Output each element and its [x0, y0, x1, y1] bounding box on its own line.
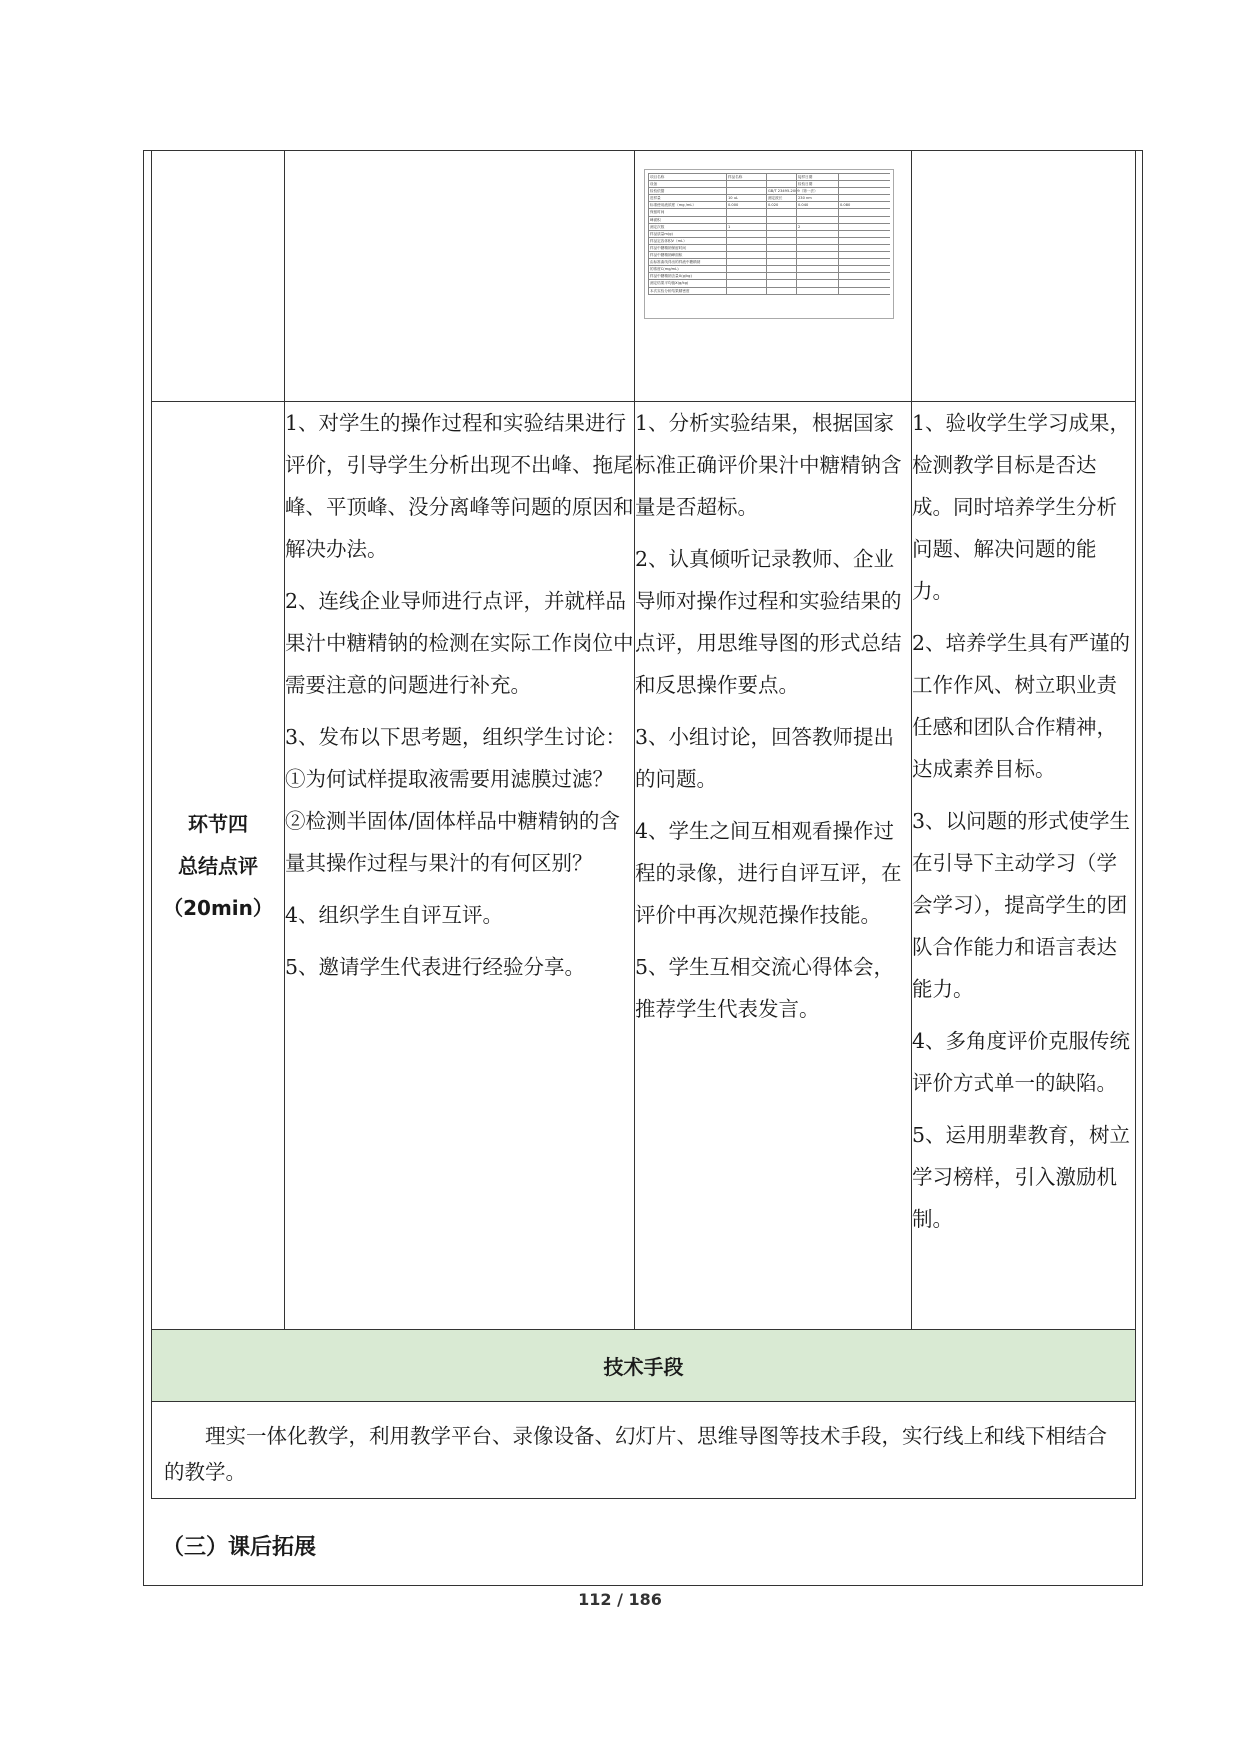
record-form-cell	[766, 238, 796, 244]
teacher-question: ①为何试样提取液需要用滤膜过滤？	[285, 767, 613, 791]
record-form-cell: 0.000	[726, 202, 766, 208]
teacher-activity: 1、对学生的操作过程和实验结果进行评价，引导学生分析出现不出峰、拖尾峰、平顶峰、没分离峰等问题的原因和解决办法。	[285, 411, 634, 561]
record-form-cell	[766, 224, 796, 230]
design-intent: 5、运用朋辈教育，树立学习榜样，引入激励机制。	[912, 1123, 1131, 1231]
record-form-cell	[796, 238, 838, 244]
record-form-row	[648, 280, 890, 287]
student-activity: 5、学生互相交流心得体会，推荐学生代表发言。	[635, 955, 895, 1021]
table-row-tech-header	[152, 1330, 1136, 1402]
page-number: 112 / 186	[578, 1590, 662, 1609]
record-form-cell	[766, 217, 796, 223]
design-intent: 1、验收学生学习成果，检测教学目标是否达成。同时培养学生分析问题、解决问题的能力。	[912, 411, 1131, 603]
record-form-row	[648, 259, 890, 266]
tech-description: 理实一体化教学，利用教学平台、录像设备、幻灯片、思维导图等技术手段，实行线上和线下相结合的教学。	[152, 1402, 1136, 1499]
record-form-cell	[726, 259, 766, 265]
record-form-cell	[838, 224, 890, 230]
record-form-row	[648, 238, 890, 245]
record-form-cell: 标准使用液浓度（mg /mL）	[648, 202, 726, 208]
record-form-cell	[838, 252, 890, 258]
record-form-cell	[726, 245, 766, 251]
stage-duration: （20min）	[163, 895, 273, 920]
record-form-cell	[838, 238, 890, 244]
lesson-plan-table	[151, 150, 1136, 1499]
record-form-cell	[838, 188, 890, 194]
record-form-cell	[766, 273, 796, 279]
student-activities-cell	[635, 402, 912, 1330]
record-form-cell: 样品中糖精钠峰面积	[648, 252, 726, 258]
record-form-cell: 项目名称	[648, 174, 726, 180]
table-row-tech-content	[152, 1402, 1136, 1499]
record-form-cell: 检验日期	[796, 181, 838, 187]
stage-name: 环节四	[188, 811, 248, 836]
record-form-cell: 进样量	[648, 195, 726, 201]
table-cell-empty	[912, 151, 1136, 402]
record-form-cell	[796, 188, 838, 194]
record-form-cell: 由标准曲线得出的样液中糖精钠	[648, 259, 726, 265]
record-form-image	[644, 169, 894, 319]
student-activity: 1、分析实验结果，根据国家标准正确评价果汁中糖精钠含量是否超标。	[635, 411, 902, 519]
record-form-cell: GB/T 23495-2009（第一法）	[768, 189, 818, 194]
record-form-cell	[766, 266, 796, 272]
record-form-cell	[838, 266, 890, 272]
record-form-cell: 检验依据	[648, 188, 726, 194]
record-form-cell	[796, 245, 838, 251]
record-form-cell: 保留时间	[648, 209, 726, 215]
teacher-question: ②检测半固体/固体样品中糖精钠的含量其操作过程与果汁的有何区别？	[285, 809, 620, 875]
record-form-cell: 样品质量m(g)	[648, 231, 726, 237]
design-intent-cell	[912, 402, 1136, 1330]
record-form-cell	[796, 231, 838, 237]
table-row-stage-four	[152, 402, 1136, 1330]
record-form-cell: 的浓度C(mg/mL)	[648, 266, 726, 272]
record-form-cell	[726, 231, 766, 237]
section-heading: （三）课后拓展	[162, 1535, 317, 1560]
record-form-cell	[766, 288, 796, 294]
teacher-activity: 3、发布以下思考题，组织学生讨论：	[285, 725, 627, 749]
record-form-row	[648, 209, 890, 216]
record-form-row	[648, 245, 890, 252]
stage-title: 总结点评	[178, 853, 258, 878]
record-form-row	[648, 217, 890, 224]
record-form-cell	[766, 181, 796, 187]
record-form-row	[648, 288, 890, 295]
record-form-cell	[796, 252, 838, 258]
record-form-cell: 样品定容体积V（mL）	[648, 238, 726, 244]
record-form-cell: 2	[796, 224, 838, 230]
record-form-row	[648, 188, 890, 195]
record-form-cell	[796, 288, 838, 294]
record-form-cell: 测定波长	[766, 195, 796, 201]
record-form-cell	[796, 266, 838, 272]
record-form-cell	[726, 181, 766, 187]
teacher-activities-cell	[285, 402, 635, 1330]
record-form-row	[648, 181, 890, 188]
record-form-cell	[726, 238, 766, 244]
teacher-activity: 5、邀请学生代表进行经验分享。	[285, 955, 586, 979]
record-form-cell	[796, 280, 838, 286]
record-form-row	[648, 202, 890, 209]
record-form-cell	[796, 209, 838, 215]
record-form-row	[648, 252, 890, 259]
record-form-row	[648, 224, 890, 231]
record-form-cell	[766, 209, 796, 215]
record-form-cell	[796, 273, 838, 279]
record-form-cell	[766, 174, 796, 180]
record-form-cell: 0.040	[796, 202, 838, 208]
record-form-grid	[648, 173, 890, 295]
table-cell-empty	[285, 151, 635, 402]
record-form-cell: 设备	[648, 181, 726, 187]
record-form-cell	[838, 174, 890, 180]
design-intent: 4、多角度评价克服传统评价方式单一的缺陷。	[912, 1029, 1131, 1095]
student-activity: 3、小组讨论，回答教师提出的问题。	[635, 725, 895, 791]
record-form-cell: 10 uL	[726, 195, 766, 201]
record-form-cell: 230 nm	[796, 195, 838, 201]
record-form-cell	[726, 209, 766, 215]
record-form-cell	[838, 181, 890, 187]
record-form-cell	[766, 231, 796, 237]
record-form-cell: 0.080	[838, 202, 890, 208]
record-form-cell	[766, 252, 796, 258]
record-form-row	[648, 273, 890, 280]
record-form-row	[648, 174, 890, 181]
tech-header: 技术手段	[152, 1330, 1136, 1402]
stage-label-cell	[152, 402, 285, 1330]
record-form-cell	[796, 259, 838, 265]
record-form-cell: 1	[726, 224, 766, 230]
record-form-cell	[838, 273, 890, 279]
record-form-cell	[726, 252, 766, 258]
record-form-row	[648, 231, 890, 238]
record-form-cell: 样品中糖精钠含量X(g/kg)	[648, 273, 726, 279]
record-form-cell	[838, 195, 890, 201]
record-form-cell	[766, 245, 796, 251]
record-form-cell: 接样日期	[796, 174, 838, 180]
record-form-cell	[766, 280, 796, 286]
record-form-cell	[838, 288, 890, 294]
student-activity: 2、认真倾听记录教师、企业导师对操作过程和实验结果的点评，用思维导图的形式总结和反思操作要点。	[635, 547, 902, 697]
record-form-row	[648, 195, 890, 202]
record-form-row	[648, 266, 890, 273]
record-form-cell	[726, 280, 766, 286]
record-form-cell: 峰面积	[648, 217, 726, 223]
record-form-cell: 测定结果平均值X(g/kg)	[648, 280, 726, 286]
record-form-cell: 测定次数	[648, 224, 726, 230]
record-form-cell	[838, 217, 890, 223]
record-form-cell	[838, 209, 890, 215]
record-form-cell	[838, 259, 890, 265]
record-form-cell	[766, 259, 796, 265]
record-form-cell	[796, 217, 838, 223]
record-form-cell	[726, 288, 766, 294]
record-form-cell	[726, 188, 766, 194]
table-cell-empty	[152, 151, 285, 402]
record-form-cell	[838, 245, 890, 251]
student-activity: 4、学生之间互相观看操作过程的录像，进行自评互评，在评价中再次规范操作技能。	[635, 819, 902, 927]
teacher-activity: 4、组织学生自评互评。	[285, 903, 504, 927]
record-form-cell	[726, 273, 766, 279]
design-intent: 2、培养学生具有严谨的工作作风、树立职业责任感和团队合作精神，达成素养目标。	[912, 631, 1131, 781]
record-form-cell	[838, 280, 890, 286]
record-form-cell	[726, 217, 766, 223]
teacher-activity: 2、连线企业导师进行点评，并就样品果汁中糖精钠的检测在实际工作岗位中需要注意的问题进行补充。	[285, 589, 634, 697]
record-form-cell	[726, 266, 766, 272]
record-form-cell: 样品名称	[726, 174, 766, 180]
record-form-cell	[838, 231, 890, 237]
design-intent: 3、以问题的形式使学生在引导下主动学习（学会学习），提高学生的团队合作能力和语言表达能力。	[912, 809, 1131, 1001]
record-form-cell: 样品中糖精钠保留时间	[648, 245, 726, 251]
record-form-cell: 0.020	[766, 202, 796, 208]
record-form-cell: 本次实验分析结果精密度	[648, 288, 726, 294]
